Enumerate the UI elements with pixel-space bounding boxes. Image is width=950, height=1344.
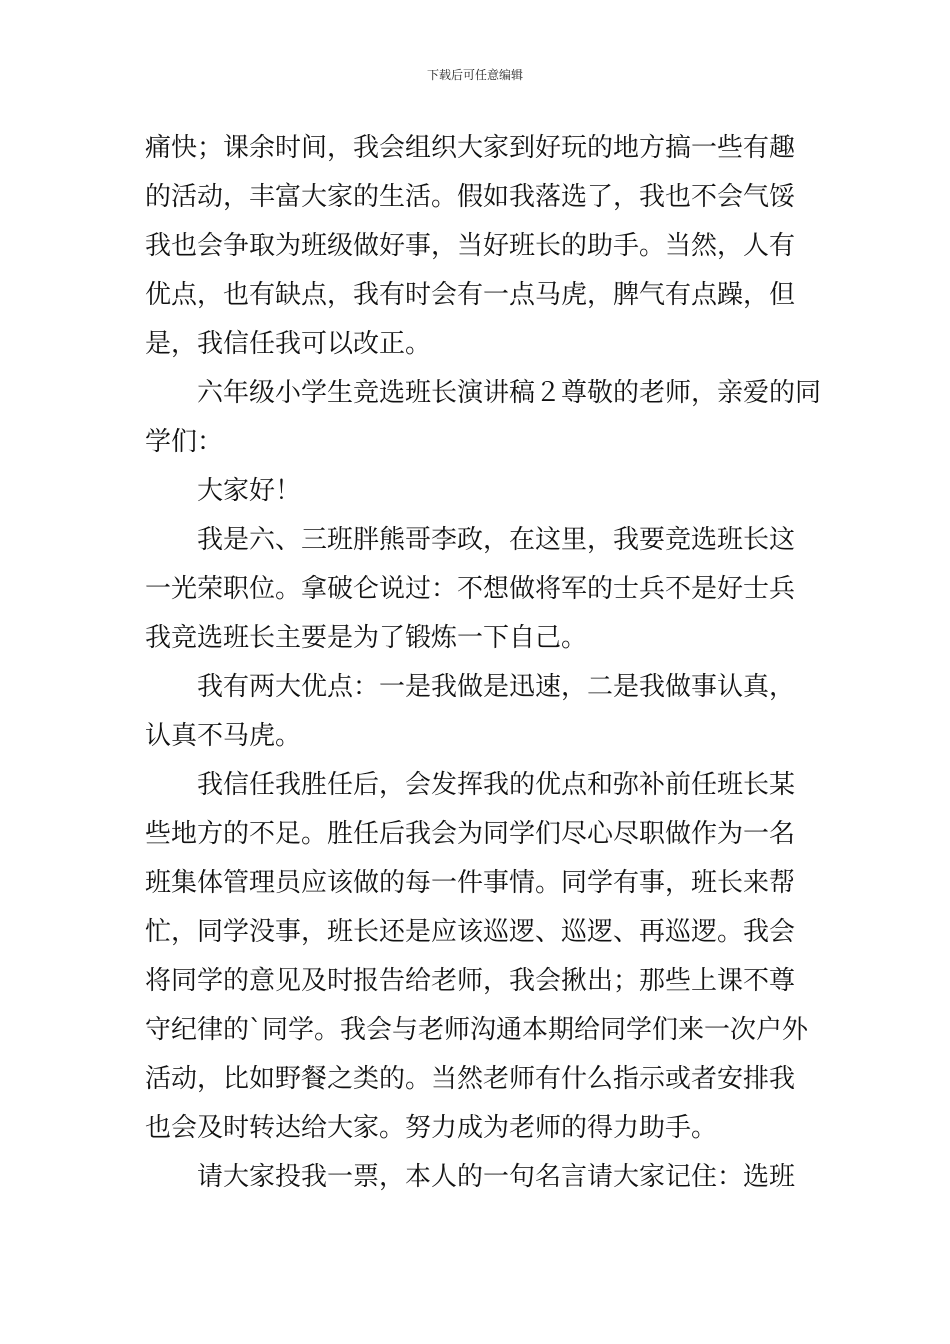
text-line: 些地方的不足。胜任后我会为同学们尽心尽职做作为一名 bbox=[145, 819, 796, 849]
paragraph-start-line: 六年级小学生竞选班长演讲稿２尊敬的老师，亲爱的同 bbox=[197, 378, 822, 408]
paragraph-start-line: 我是六、三班胖熊哥李政，在这里，我要竞选班长这 bbox=[197, 525, 796, 555]
greeting-line: 大家好！ bbox=[197, 476, 302, 506]
paragraph-start-line: 我信任我胜任后，会发挥我的优点和弥补前任班长某 bbox=[197, 770, 796, 800]
text-line: 痛快；课余时间，我会组织大家到好玩的地方搞一些有趣 bbox=[145, 133, 796, 163]
text-line: 活动，比如野餐之类的。当然老师有什么指示或者安排我 bbox=[145, 1064, 796, 1094]
text-line: 优点，也有缺点，我有时会有一点马虎，脾气有点躁，但 bbox=[145, 280, 796, 310]
text-line: 将同学的意见及时报告给老师，我会揪出；那些上课不尊 bbox=[145, 966, 796, 996]
text-line: 一光荣职位。拿破仑说过：不想做将军的士兵不是好士兵 bbox=[145, 574, 796, 604]
paragraph-start-line: 我有两大优点：一是我做是迅速，二是我做事认真， bbox=[197, 672, 796, 702]
text-line: 我竞选班长主要是为了锻炼一下自己。 bbox=[145, 623, 588, 653]
text-line: 学们： bbox=[145, 427, 224, 457]
text-line: 忙，同学没事，班长还是应该巡逻、巡逻、再巡逻。我会 bbox=[145, 917, 796, 947]
page-header: 下载后可任意编辑 bbox=[426, 68, 523, 82]
document-body bbox=[145, 124, 822, 1202]
text-line: 守纪律的`同学。我会与老师沟通本期给同学们来一次户外 bbox=[145, 1015, 809, 1045]
text-line: 的活动，丰富大家的生活。假如我落选了，我也不会气馁 bbox=[145, 182, 796, 212]
text-line: 认真不马虎。 bbox=[145, 721, 302, 751]
text-line: 也会及时转达给大家。努力成为老师的得力助手。 bbox=[145, 1113, 718, 1143]
text-line: 我也会争取为班级做好事，当好班长的助手。当然，人有 bbox=[145, 231, 796, 261]
text-line: 是，我信任我可以改正。 bbox=[145, 329, 432, 359]
text-line: 班集体管理员应该做的每一件事情。同学有事，班长来帮 bbox=[145, 868, 796, 898]
paragraph-start-line: 请大家投我一票，本人的一句名言请大家记住：选班 bbox=[197, 1162, 796, 1192]
